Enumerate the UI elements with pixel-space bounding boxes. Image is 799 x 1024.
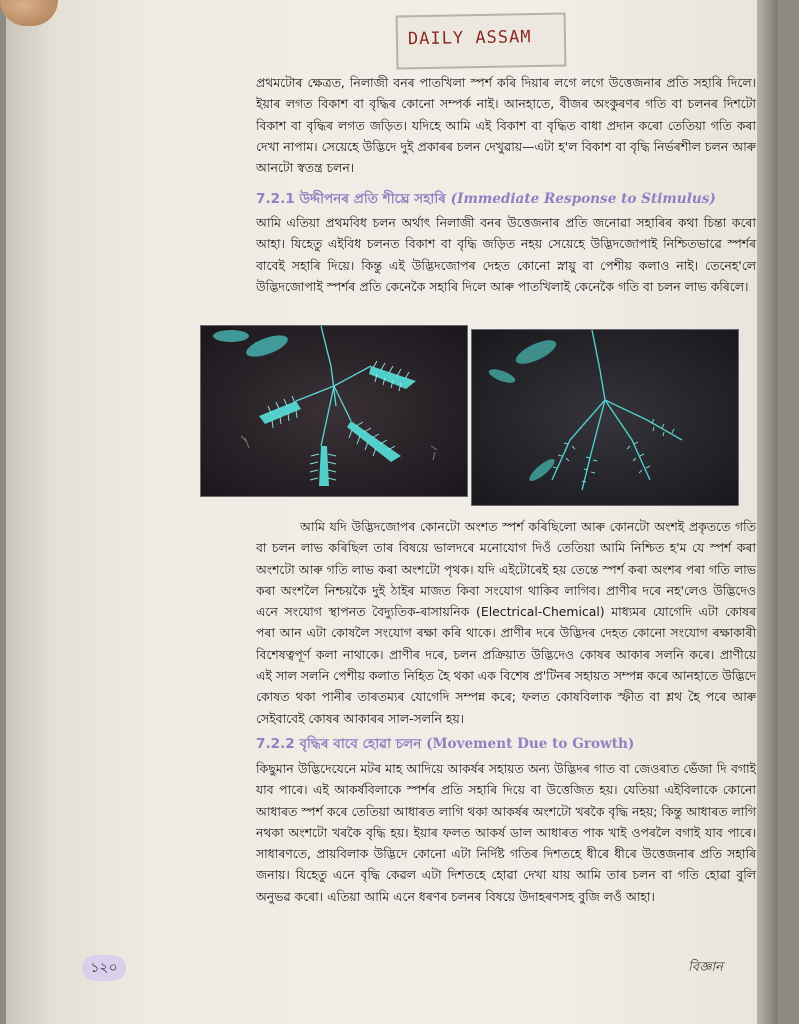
heading-number: 7.2.1 [256,191,295,207]
paragraph-growth: কিছুমান উদ্ভিদেযেনে মটৰ মাহ আদিয়ে আকৰ্ষৰ সহায়ত অন্য উদ্ভিদৰ গাত বা জেওৰাত ভেঁজা দি বগাই যাব পাৰে। এই আকৰ্ষবিলাকে স্পৰ্শৰ প্ৰতি সহাৰি দিয়ে বা উত্তেজিত হয়। যেতিয়া এইবিলাকে কোনো আধাৰত স্পৰ্শ কৰে তেতিয়া আধাৰত লাগি থকা আকৰ্ষৰ অংশটো খৰকৈ বৃদ্ধি নহয়; কিন্তু আধাৰত লাগি নথকা অংশটো খৰকৈ বৃদ্ধি হয়। ইয়াৰ ফলত আকৰ্ষ ডাল আধাৰত পাক খাই ওপৰলৈ বগাই যাব পাৰে। সাধাৰণতে, প্ৰায়বিলাক উদ্ভিদে কোনো এটা নিৰ্দিষ্ট গতিৰ দিশতহে ধীৰে ধীৰে উত্তেজনাৰ প্ৰতি সহাৰি জনায়। যিহেতু এনে বৃদ্ধি কেৱল এটা দিশতহে হোৱা দেখা যায় আমি তাৰ চলন বা গতি হোৱা বুলি অনুভৱ কৰো। এতিয়া আমি এনে ধৰণৰ চলনৰ বিষয়ে উদাহৰণসহ বুজি লওঁ আহা। [256,761,756,904]
heading-english: (Movement Due to Growth) [426,736,635,752]
heading-english: (Immediate Response to Stimulus) [450,191,716,207]
page-edge [757,0,778,1024]
paragraph-after-figure: আমি যদি উদ্ভিদজোপৰ কোনটো অংশত স্পৰ্শ কৰিছিলো আৰু কোনটো অংশই প্ৰকৃততে গতি বা চলন লাভ কৰিছিল তাৰ বিষয়ে ভালদৰে মনোযোগ দিওঁ তেতিয়া আমি নিশ্চিত হ'ম যে স্পৰ্শ কৰা অংশটো আৰু গতি লাভ কৰা অংশটো পৃথক। যদি এইটোৰেই হয় তেন্তে স্পৰ্শ কৰা অংশৰ পৰা গতি লাভ কৰা অংশলৈ নিশ্চয়কৈ দুই ঠাইৰ মাজত কিবা সংযোগ থাকিব লাগিব। প্ৰাণীৰ দৰে নহ'লেও উদ্ভিদেও এনে সংযোগ স্থাপনত বৈদ্যুতিক-ৰাসায়নিক (Electrical-Chemical) মাধ্যমৰ যোগেদি এটা কোষৰ পৰা আন এটা কোষলৈ সংযোগ ৰক্ষা কৰি থাকে। প্ৰাণীৰ দৰে উদ্ভিদৰ দেহত কোনো সংযোগ ৰক্ষাকাৰী বিশেষত্বপূৰ্ণ কলা নাথাকে। প্ৰাণীৰ দৰে, চলন প্ৰক্ৰিয়াত উদ্ভিদেও কোষৰ আকাৰ সলনি কৰে। প্ৰাণীয়ে এই সাল সলনি পেশীয় কলাত নিহিত হৈ থকা এক বিশেষ প্ৰ'টিনৰ সহায়ত সম্পন্ন কৰে আনহাতে উদ্ভিদে কোষত থকা পানীৰ তাৰতম্যৰ যোগেদি সম্পন্ন কৰে; ফলত কোষবিলাক স্ফীত বা শ্লথ হৈ পৰে আৰু সেইবাবেই কোষৰ আকাৰৰ সাল-সলনি হয়। [256,519,756,726]
heading-number: 7.2.2 [256,736,295,752]
leaves-closed-image [472,330,738,505]
photo-leaves-closed [472,330,738,505]
section-heading-7-2-1 [256,188,716,211]
photo-leaves-open [201,326,467,496]
page-number: ১২০ [82,955,126,981]
heading-text: বৃদ্ধিৰ বাবে হোৱা চলন [299,736,422,752]
stamp-text: DAILY ASSAM [407,27,532,50]
daily-assam-stamp [396,13,567,70]
heading-text: উদ্দীপনৰ প্ৰতি শীঘ্ৰে সহাৰি [299,191,446,207]
section-heading-7-2-2 [256,733,634,756]
leaves-open-image [201,326,467,496]
paragraph-response: আমি এতিয়া প্ৰথমবিধ চলন অৰ্থাৎ নিলাজী বনৰ উত্তেজনাৰ প্ৰতি জনোৱা সহাৰিৰ কথা চিন্তা কৰো আহা। যিহেতু এইবিধ চলনত বিকাশ বা বৃদ্ধি জড়িত নহয় সেয়েহে উদ্ভিদজোপাই নিশ্চিতভাৱে স্পৰ্শৰ বাবেই সহাৰি দিয়ে। কিন্তু এই উদ্ভিদজোপৰ দেহত কোনো স্নায়ু বা পেশীয় কলাও নাই। তেনেহ'লে উদ্ভিদজোপাই স্পৰ্শৰ প্ৰতি কেনেকৈ সহাৰি দিলে আৰু পাতখিলাই কেনেকৈ গতি বা চলন লাভ কৰিলে। [256,215,756,294]
subject-label: বিজ্ঞান [688,960,723,975]
paragraph-intro: প্ৰথমটোৰ ক্ষেত্ৰত, নিলাজী বনৰ পাতখিলা স্পৰ্শ কৰি দিয়াৰ লগে লগে উত্তেজনাৰ প্ৰতি সহাৰি দিলে। ইয়াৰ লগত বিকাশ বা বৃদ্ধিৰ কোনো সম্পৰ্ক নাই। আনহাতে, বীজৰ অংকুৰণৰ গতি বা চলনৰ দিশটো বিকাশ বা বৃদ্ধিৰ লগত জড়িত। যদিহে আমি এই বিকাশ বা বৃদ্ধিত বাধা প্ৰদান কৰো তেতিয়া গতি কৰা দেখা নাপাম। সেয়েহে উদ্ভিদে দুই প্ৰকাৰৰ চলন দেখুৱায়—এটা হ'ল বিকাশ বা বৃদ্ধি নিৰ্ভৰশীল চলন আৰু আনটো স্বতন্ত্ৰ চলন। [256,75,756,176]
